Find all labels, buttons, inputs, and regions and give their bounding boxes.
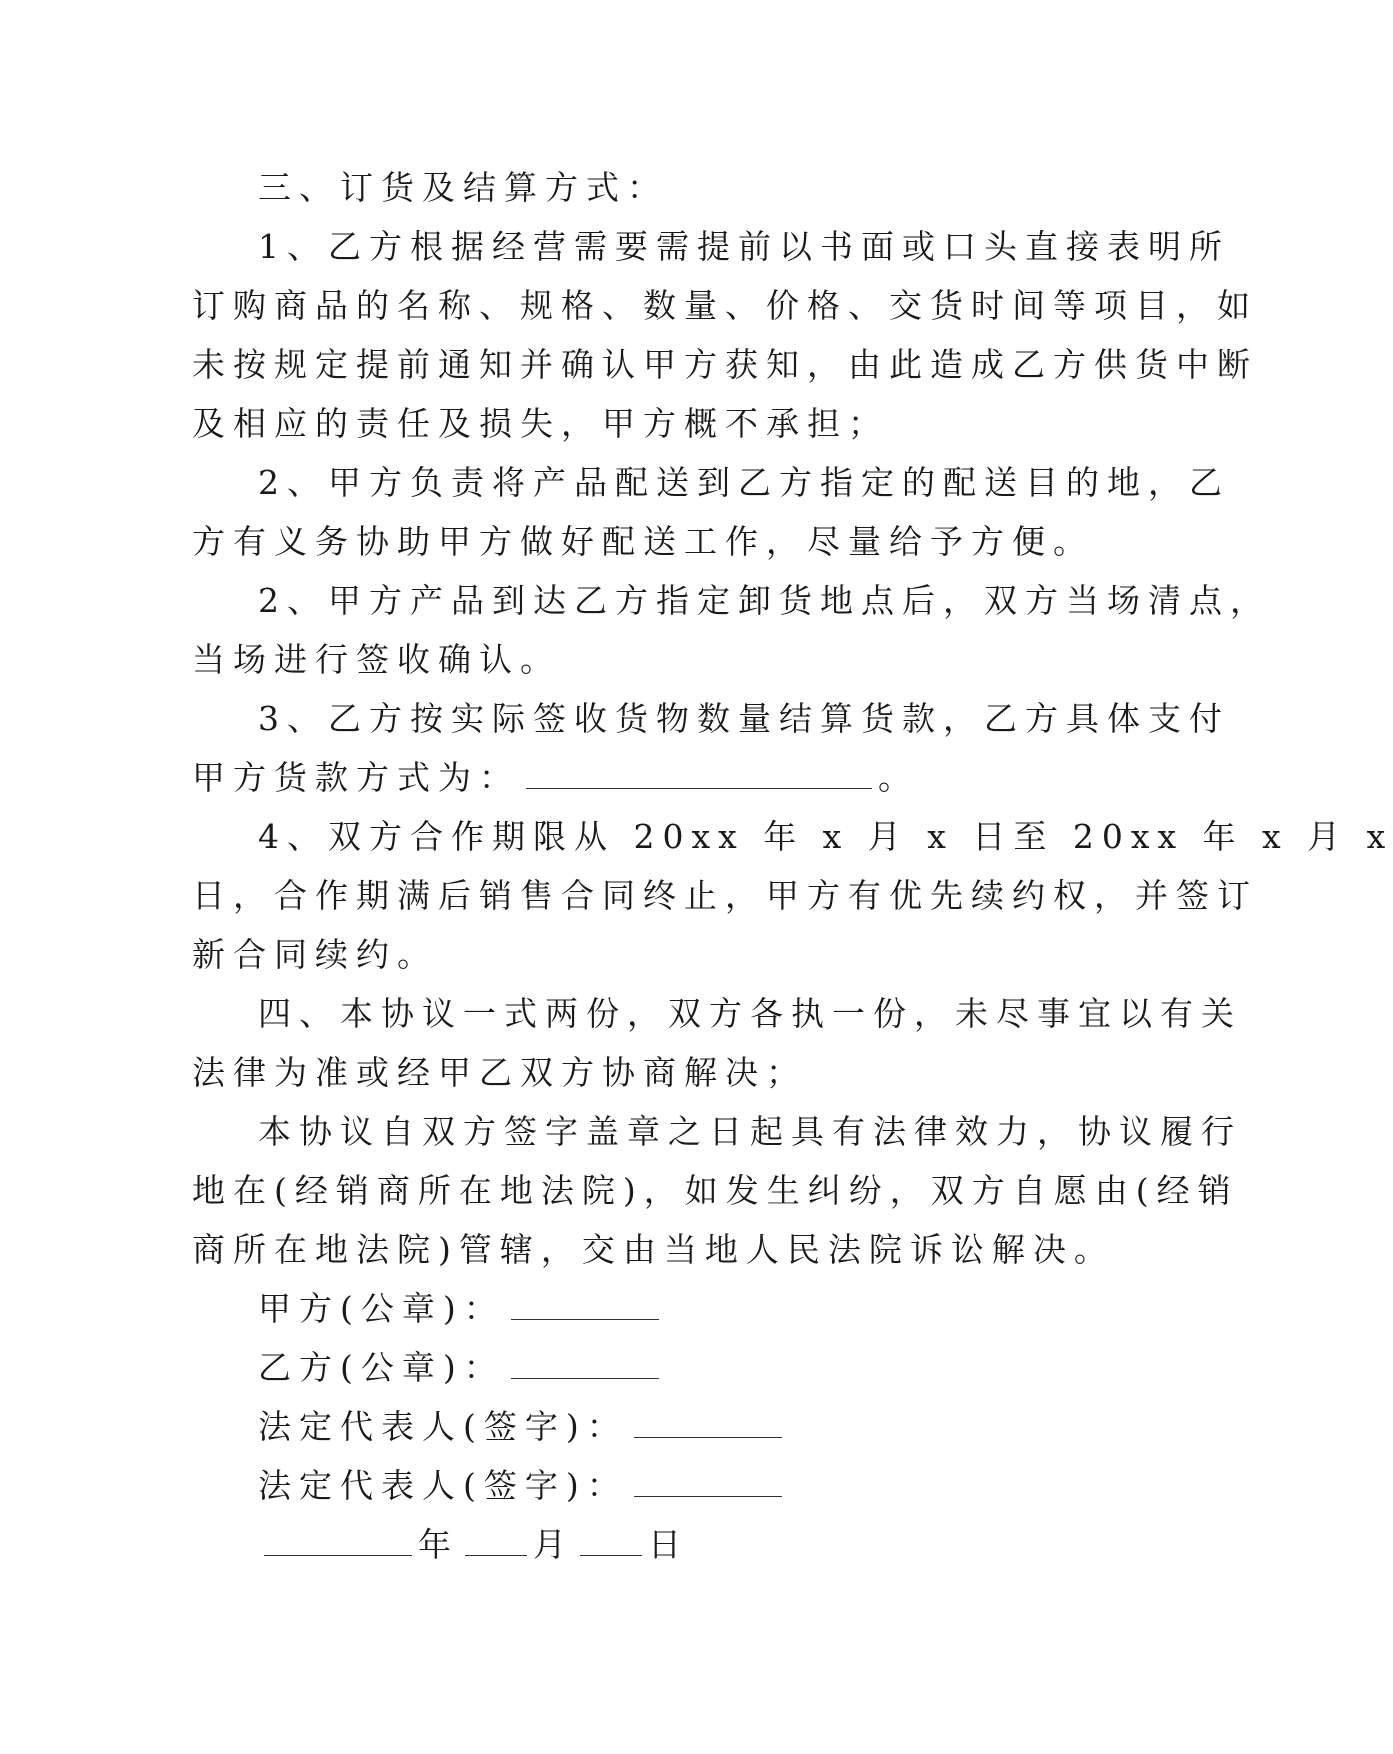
paragraph-settlement-3: [192, 689, 1230, 807]
payment-method-label: 甲方货款方式为：: [192, 758, 520, 797]
paragraph-line: 2、甲方负责将产品配送到乙方指定的配送目的地，乙: [258, 463, 1230, 502]
signature-party-b-blank[interactable]: [511, 1348, 659, 1379]
paragraph-line: 2、甲方产品到达乙方指定卸货地点后，双方当场清点，: [258, 581, 1271, 620]
paragraph-line: 及相应的责任及损失，甲方概不承担；: [192, 404, 889, 443]
paragraph-line: 方有义务协助甲方做好配送工作，尽量给予方便。: [192, 522, 1094, 561]
paragraph-line: 当场进行签收确认。: [192, 640, 561, 679]
paragraph-line: 新合同续约。: [192, 935, 438, 974]
payment-method-blank[interactable]: [526, 758, 872, 789]
signature-date: [192, 1515, 1072, 1574]
paragraph-line: [192, 748, 1072, 807]
section-heading-ordering: 三、订货及结算方式：: [258, 168, 668, 207]
paragraph-line: 本协议自双方签字盖章之日起具有法律效力，协议履行: [258, 1112, 1242, 1151]
signature-rep-a: [192, 1397, 1072, 1456]
paragraph-line: 4、双方合作期限从 20xx 年 x 月 x 日至 20xx 年 x 月 x: [258, 817, 1393, 856]
paragraph-term-4: [192, 807, 1393, 984]
signature-party-a-label: 甲方(公章)：: [258, 1289, 505, 1328]
paragraph-line: 法律为准或经甲乙双方协商解决；: [192, 1053, 807, 1092]
date-month-label: 月: [533, 1525, 574, 1564]
paragraph-line: 1、乙方根据经营需要需提前以书面或口头直接表明所: [258, 227, 1230, 266]
paragraph-line: 地在(经销商所在地法院)，如发生纠纷，双方自愿由(经销: [192, 1171, 1239, 1210]
signature-rep-b-label: 法定代表人(签字)：: [258, 1466, 628, 1505]
paragraph-line: 订购商品的名称、规格、数量、价格、交货时间等项目，如: [192, 286, 1258, 325]
paragraph-effectiveness: [192, 1102, 1242, 1279]
document-body: [192, 158, 1393, 1574]
signature-rep-b-blank[interactable]: [634, 1466, 782, 1497]
date-day-label: 日: [648, 1525, 689, 1564]
signature-party-a: [192, 1279, 1072, 1338]
date-month-blank[interactable]: [465, 1525, 527, 1556]
signature-rep-a-label: 法定代表人(签字)：: [258, 1407, 628, 1446]
paragraph-ordering-1: [192, 217, 1258, 453]
signature-party-b: [192, 1338, 1072, 1397]
paragraph-line: 未按规定提前通知并确认甲方获知，由此造成乙方供货中断: [192, 345, 1258, 384]
signature-party-a-blank[interactable]: [511, 1289, 659, 1320]
paragraph-line: 3、乙方按实际签收货物数量结算货款，乙方具体支付: [258, 699, 1230, 738]
paragraph-delivery-2: [192, 453, 1230, 571]
date-day-blank[interactable]: [580, 1525, 642, 1556]
signature-party-b-label: 乙方(公章)：: [258, 1348, 505, 1387]
date-year-label: 年: [418, 1525, 459, 1564]
signature-rep-b: [192, 1456, 1072, 1515]
paragraph-line: 商所在地法院)管辖，交由当地人民法院诉讼解决。: [192, 1230, 1115, 1269]
paragraph-acceptance-2: [192, 571, 1271, 689]
paragraph-line: 四、本协议一式两份，双方各执一份，未尽事宜以有关: [258, 994, 1242, 1033]
date-year-blank[interactable]: [264, 1525, 412, 1556]
paragraph-line: 日，合作期满后销售合同终止，甲方有优先续约权，并签订: [192, 876, 1258, 915]
signature-rep-a-blank[interactable]: [634, 1407, 782, 1438]
period-mark: 。: [878, 758, 919, 797]
paragraph-copies: [192, 984, 1242, 1102]
